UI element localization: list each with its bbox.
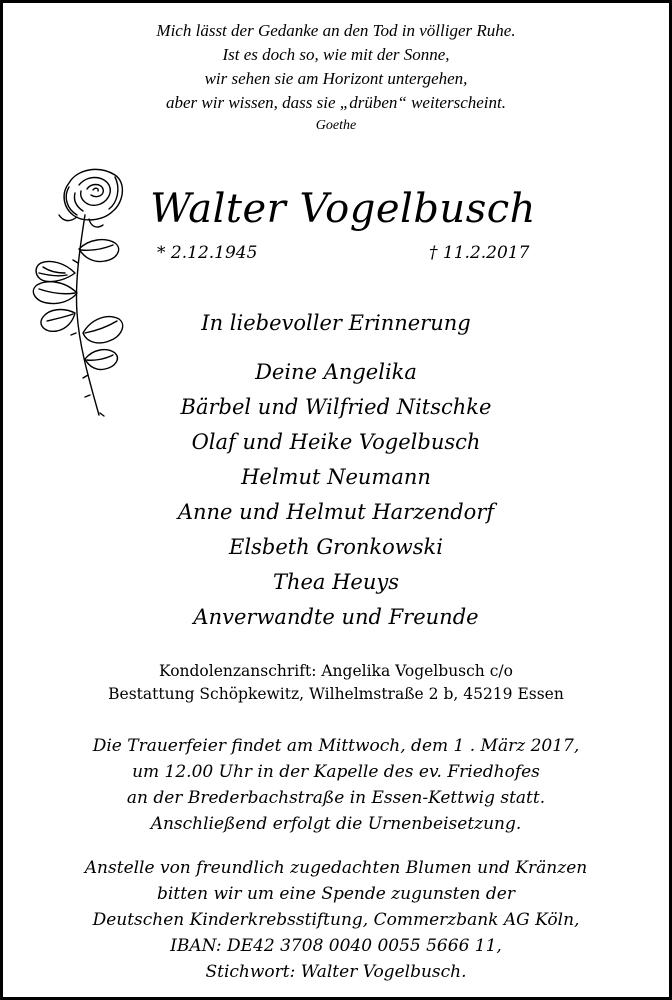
condolence-address <box>3 660 669 706</box>
ceremony-line: Anschließend erfolgt die Urnenbeisetzung. <box>150 814 522 834</box>
goethe-quote <box>3 19 669 137</box>
mourners-list <box>3 355 669 635</box>
quote-line: aber wir wissen, dass sie „drüben“ weiterscheint. <box>165 93 506 112</box>
memory-heading: In liebevoller Erinnerung <box>201 311 471 335</box>
ceremony-line: Die Trauerfeier findet am Mittwoch, dem 1 . März 2017, <box>92 736 580 756</box>
quote-author: Goethe <box>315 118 357 133</box>
donation-line: Stichwort: Walter Vogelbusch. <box>205 962 467 982</box>
quote-line: wir sehen sie am Horizont untergehen, <box>204 69 468 88</box>
condolence-line: Kondolenzanschrift: Angelika Vogelbusch c/o <box>159 662 513 680</box>
mourner-name: Elsbeth Gronkowski <box>229 535 443 559</box>
mourner-name: Deine Angelika <box>255 360 417 384</box>
quote-line: Mich lässt der Gedanke an den Tod in völliger Ruhe. <box>156 21 516 40</box>
mourner-name: Anne und Helmut Harzendorf <box>177 500 495 524</box>
donation-line: bitten wir um eine Spende zugunsten der <box>157 884 515 904</box>
condolence-line: Bestattung Schöpkewitz, Wilhelmstraße 2 b, 45219 Essen <box>108 685 564 703</box>
ceremony-line: an der Brederbachstraße in Essen-Kettwig statt. <box>126 788 546 808</box>
ceremony-line: um 12.00 Uhr in der Kapelle des ev. Friedhofes <box>132 762 540 782</box>
funeral-ceremony-info <box>3 733 669 837</box>
mourner-name: Bärbel und Wilfried Nitschke <box>180 395 492 419</box>
death-date: † 11.2.2017 <box>429 243 530 263</box>
mourner-name: Helmut Neumann <box>241 465 431 489</box>
donation-line: IBAN: DE42 3708 0040 0055 5666 11, <box>170 936 502 956</box>
donation-request <box>3 855 669 985</box>
quote-line: Ist es doch so, wie mit der Sonne, <box>222 45 450 64</box>
donation-line: Deutschen Kinderkrebsstiftung, Commerzbank AG Köln, <box>92 910 580 930</box>
birth-date: * 2.12.1945 <box>157 243 258 263</box>
donation-line: Anstelle von freundlich zugedachten Blumen und Kränzen <box>84 858 588 878</box>
mourner-name: Anverwandte und Freunde <box>193 605 479 629</box>
mourner-name: Olaf und Heike Vogelbusch <box>191 430 481 454</box>
mourner-name: Thea Heuys <box>272 570 400 594</box>
deceased-name: Walter Vogelbusch <box>150 186 536 232</box>
